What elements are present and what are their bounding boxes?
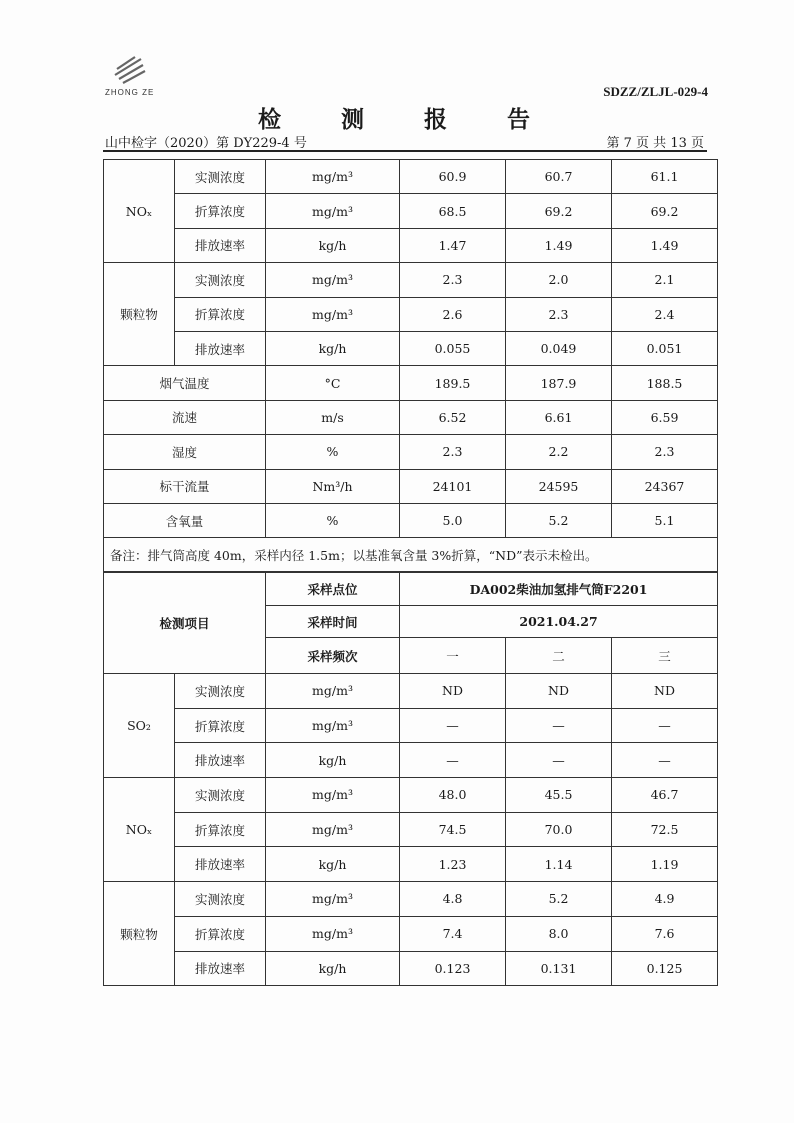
document-code: SDZZ/ZLJL-029-4 [603, 84, 708, 99]
value-cell: 0.123 [400, 951, 506, 986]
pollutant-name: 颗粒物 [104, 263, 175, 366]
unit-cell: % [266, 435, 400, 469]
value-cell: 1.49 [612, 228, 718, 262]
value-cell: 2.1 [612, 263, 718, 297]
value-cell: 1.49 [506, 228, 612, 262]
unit-cell: mg/m³ [266, 708, 400, 743]
value-cell: 69.2 [506, 194, 612, 228]
value-cell: 7.4 [400, 916, 506, 951]
unit-cell: kg/h [266, 743, 400, 778]
table-row [104, 228, 718, 262]
value-cell: — [400, 743, 506, 778]
value-cell: 4.8 [400, 882, 506, 917]
value-cell: 1.14 [506, 847, 612, 882]
unit-cell: % [266, 503, 400, 537]
pollutant-name: NOₓ [104, 778, 175, 882]
table-row [104, 916, 718, 951]
table-row [104, 743, 718, 778]
table-row [104, 469, 718, 503]
table-row [104, 708, 718, 743]
unit-cell: mg/m³ [266, 916, 400, 951]
parameter-name: 排放速率 [175, 331, 266, 365]
parameter-name: 排放速率 [175, 951, 266, 986]
logo-text: ZHONG ZE [105, 88, 155, 97]
value-cell: 0.049 [506, 331, 612, 365]
table-row [104, 674, 718, 709]
table-row [104, 263, 718, 297]
unit-cell: kg/h [266, 951, 400, 986]
time-label: 采样时间 [266, 606, 400, 638]
value-cell: 8.0 [506, 916, 612, 951]
value-cell: 6.61 [506, 400, 612, 434]
value-cell: — [400, 708, 506, 743]
parameter-name: 烟气温度 [104, 366, 266, 400]
value-cell: 68.5 [400, 194, 506, 228]
parameter-name: 流速 [104, 400, 266, 434]
table-row [104, 435, 718, 469]
unit-cell: Nm³/h [266, 469, 400, 503]
value-cell: 0.051 [612, 331, 718, 365]
value-cell: 2.3 [400, 263, 506, 297]
value-cell: 2.3 [612, 435, 718, 469]
value-cell: 46.7 [612, 778, 718, 813]
value-cell: 7.6 [612, 916, 718, 951]
table-row [104, 882, 718, 917]
table-row [104, 297, 718, 331]
parameter-name: 折算浓度 [175, 812, 266, 847]
value-cell: 6.52 [400, 400, 506, 434]
unit-cell: °C [266, 366, 400, 400]
table-row [104, 847, 718, 882]
value-cell: 2.2 [506, 435, 612, 469]
value-cell: ND [506, 674, 612, 709]
value-cell: 6.59 [612, 400, 718, 434]
value-cell: — [612, 743, 718, 778]
parameter-name: 排放速率 [175, 743, 266, 778]
point-value: DA002柴油加氢排气筒F2201 [400, 573, 718, 606]
parameter-name: 湿度 [104, 435, 266, 469]
item-label: 检测项目 [104, 573, 266, 674]
note-row [104, 538, 718, 572]
value-cell: 24101 [400, 469, 506, 503]
parameter-name: 标干流量 [104, 469, 266, 503]
time-value: 2021.04.27 [400, 606, 718, 638]
unit-cell: mg/m³ [266, 297, 400, 331]
value-cell: 1.23 [400, 847, 506, 882]
company-logo [103, 55, 163, 101]
table-row [104, 194, 718, 228]
pollutant-name: 颗粒物 [104, 882, 175, 986]
unit-cell: mg/m³ [266, 160, 400, 194]
value-cell: 60.9 [400, 160, 506, 194]
parameter-name: 含氧量 [104, 503, 266, 537]
header-row [104, 573, 718, 606]
note-text: 备注：排气筒高度 40m，采样内径 1.5m；以基准氧含量 3%折算，“ND”表示未检出。 [104, 538, 718, 572]
pollutant-name: SO₂ [104, 674, 175, 778]
value-cell: — [506, 743, 612, 778]
value-cell: 189.5 [400, 366, 506, 400]
results-table-da002 [103, 572, 718, 986]
unit-cell: mg/m³ [266, 263, 400, 297]
value-cell: 74.5 [400, 812, 506, 847]
unit-cell: mg/m³ [266, 194, 400, 228]
parameter-name: 实测浓度 [175, 778, 266, 813]
value-cell: 5.0 [400, 503, 506, 537]
unit-cell: kg/h [266, 228, 400, 262]
table-row [104, 331, 718, 365]
parameter-name: 实测浓度 [175, 263, 266, 297]
value-cell: 72.5 [612, 812, 718, 847]
value-cell: — [612, 708, 718, 743]
value-cell: 45.5 [506, 778, 612, 813]
value-cell: 1.19 [612, 847, 718, 882]
parameter-name: 排放速率 [175, 228, 266, 262]
value-cell: 61.1 [612, 160, 718, 194]
page-info: 第 7 页 共 13 页 [606, 136, 704, 151]
value-cell: 4.9 [612, 882, 718, 917]
value-cell: 2.3 [400, 435, 506, 469]
value-cell: 24595 [506, 469, 612, 503]
value-cell: 2.0 [506, 263, 612, 297]
value-cell: 2.4 [612, 297, 718, 331]
freq-cell: 三 [612, 638, 718, 674]
report-title: 检 测 报 告 [257, 106, 557, 133]
value-cell: ND [400, 674, 506, 709]
value-cell: 0.055 [400, 331, 506, 365]
freq-cell: 一 [400, 638, 506, 674]
value-cell: 0.125 [612, 951, 718, 986]
unit-cell: kg/h [266, 331, 400, 365]
unit-cell: kg/h [266, 847, 400, 882]
parameter-name: 折算浓度 [175, 297, 266, 331]
table-row [104, 400, 718, 434]
parameter-name: 折算浓度 [175, 708, 266, 743]
parameter-name: 实测浓度 [175, 674, 266, 709]
unit-cell: mg/m³ [266, 882, 400, 917]
value-cell: 24367 [612, 469, 718, 503]
parameter-name: 折算浓度 [175, 916, 266, 951]
unit-cell: m/s [266, 400, 400, 434]
zhongze-logo-icon [113, 55, 147, 87]
value-cell: 2.3 [506, 297, 612, 331]
results-table-continued [103, 159, 718, 572]
unit-cell: mg/m³ [266, 674, 400, 709]
parameter-name: 实测浓度 [175, 882, 266, 917]
table-row [104, 366, 718, 400]
unit-cell: mg/m³ [266, 812, 400, 847]
unit-cell: mg/m³ [266, 778, 400, 813]
value-cell: 5.2 [506, 882, 612, 917]
parameter-name: 排放速率 [175, 847, 266, 882]
table-row [104, 812, 718, 847]
value-cell: — [506, 708, 612, 743]
value-cell: 188.5 [612, 366, 718, 400]
value-cell: ND [612, 674, 718, 709]
point-label: 采样点位 [266, 573, 400, 606]
table-row [104, 503, 718, 537]
value-cell: 70.0 [506, 812, 612, 847]
report-number: 山中检字（2020）第 DY229-4 号 [105, 136, 307, 151]
value-cell: 5.2 [506, 503, 612, 537]
value-cell: 1.47 [400, 228, 506, 262]
freq-cell: 二 [506, 638, 612, 674]
value-cell: 2.6 [400, 297, 506, 331]
parameter-name: 折算浓度 [175, 194, 266, 228]
value-cell: 0.131 [506, 951, 612, 986]
value-cell: 69.2 [612, 194, 718, 228]
table-row [104, 160, 718, 194]
value-cell: 5.1 [612, 503, 718, 537]
freq-label: 采样频次 [266, 638, 400, 674]
header-rule [103, 150, 707, 152]
parameter-name: 实测浓度 [175, 160, 266, 194]
value-cell: 187.9 [506, 366, 612, 400]
pollutant-name: NOₓ [104, 160, 175, 263]
value-cell: 60.7 [506, 160, 612, 194]
value-cell: 48.0 [400, 778, 506, 813]
table-row [104, 778, 718, 813]
table-row [104, 951, 718, 986]
